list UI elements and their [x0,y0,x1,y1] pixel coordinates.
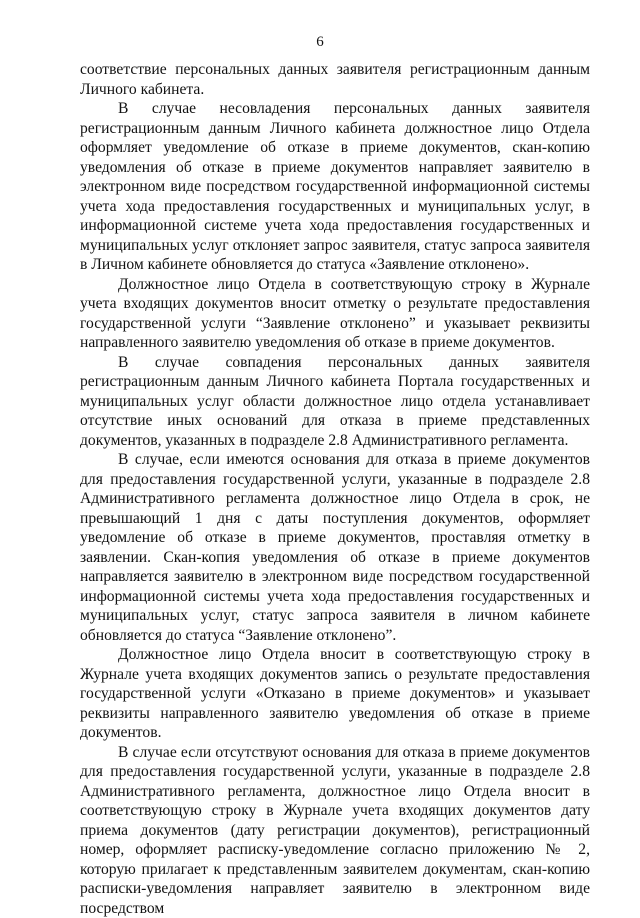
paragraph-2: В случае несовладения персональных данных заявителя регистрационным данным Личного кабинета должностное лицо Отдела оформляет уведомление об отказе в приеме документов, скан-копию уведомления об отказе в приеме документов направляет заявителю в электронном виде посредством государственной информационной системы учета хода предоставления государственных и муниципальных услуг, в информационной системе учета хода предоставления государственных и муниципальных услуг отклоняет запрос заявителя, статус запроса заявителя в Личном кабинете обновляется до статуса «Заявление отклонено». [80,99,590,275]
document-body [80,60,590,918]
paragraph-1: соответствие персональных данных заявителя регистрационным данным Личного кабинета. [80,60,590,99]
paragraph-4: В случае совпадения персональных данных заявителя регистрационным данным Личного кабинета Портала государственных и муниципальных услуг области должностное лицо отдела устанавливает отсутствие иных оснований для отказа в приеме представленных документов, указанных в подразделе 2.8 Административного регламента. [80,353,590,451]
page-number: 6 [0,34,640,51]
paragraph-7: В случае если отсутствуют основания для отказа в приеме документов для предоставления государственной услуги, указанные в подразделе 2.8 Административного регламента, должностное лицо Отдела вносит в соответствующую строку в Журнале учета входящих документов дату приема документов (дату регистрации документов), регистрационный номер, оформляет расписку-уведомление согласно приложению № 2, которую прилагает к представленным заявителем документам, скан-копию расписки-уведомления направляет заявителю в электронном виде посредством [80,743,590,918]
paragraph-6: Должностное лицо Отдела вносит в соответствующую строку в Журнале учета входящих документов запись о результате предоставления государственной услуги «Отказано в приеме документов» и указывает реквизиты направленного заявителю уведомления об отказе в приеме документов. [80,645,590,743]
paragraph-5: В случае, если имеются основания для отказа в приеме документов для предоставления государственной услуги, указанные в подразделе 2.8 Административного регламента должностное лицо Отдела в срок, не превышающий 1 дня с даты поступления документов, оформляет уведомление об отказе в приеме документов, проставляя отметку в заявлении. Скан-копия уведомления об отказе в приеме документов направляется заявителю в электронном виде посредством государственной информационной системы учета хода предоставления государственных и муниципальных услуг, статус запроса заявителя в личном кабинете обновляется до статуса “Заявление отклонено”. [80,450,590,645]
paragraph-3: Должностное лицо Отдела в соответствующую строку в Журнале учета входящих документов вносит отметку о результате предоставления государственной услуги “Заявление отклонено” и указывает реквизиты направленного заявителю уведомления об отказе в приеме документов. [80,275,590,353]
